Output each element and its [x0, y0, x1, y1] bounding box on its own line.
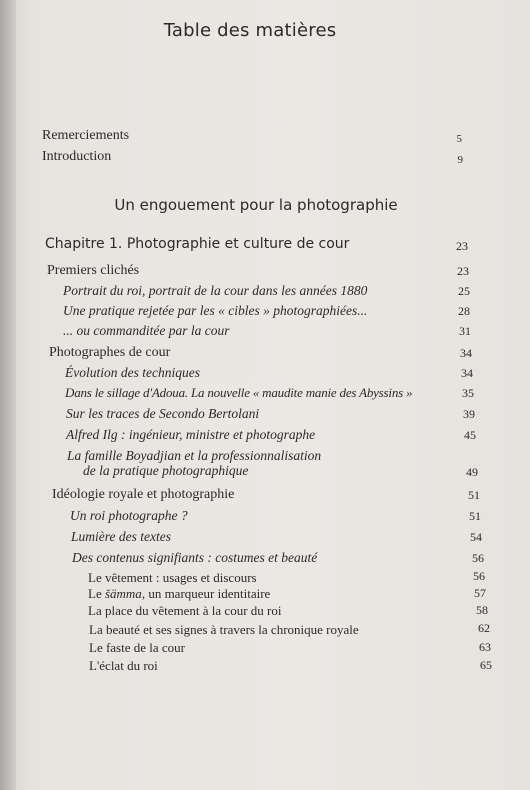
toc-item: Un roi photographe ? [70, 508, 188, 523]
toc-page-number: 49 [466, 465, 478, 479]
toc-page-number: 62 [478, 621, 490, 635]
toc-page-number: 34 [461, 366, 473, 380]
toc-page-number: 34 [460, 346, 472, 360]
page-gutter-shadow [0, 0, 16, 790]
toc-entry-remerciements: Remerciements [42, 128, 130, 143]
toc-page-number: 65 [480, 658, 492, 672]
toc-section-title: Premiers clichés [47, 263, 140, 278]
toc-item: Alfred Ilg : ingénieur, ministre et photographe [66, 427, 316, 442]
toc-item: Évolution des techniques [65, 365, 200, 380]
toc-entry-introduction: Introduction [42, 149, 112, 164]
toc-page-number: 54 [470, 530, 482, 544]
toc-subitem: La place du vêtement à la cour du roi [88, 603, 282, 618]
toc-item: Une pratique rejetée par les « cibles » photographiées... [63, 303, 368, 318]
toc-page-number: 23 [457, 264, 469, 278]
toc-section-title: Photographes de cour [49, 345, 171, 360]
toc-page-number: 23 [456, 239, 468, 253]
toc-page-number: 28 [458, 304, 470, 318]
toc-page-number: 56 [473, 569, 485, 583]
toc-item: Dans le sillage d'Adoua. La nouvelle « maudite manie des Abyssins » [65, 385, 413, 400]
toc-item-line1: La famille Boyadjian et la professionnalisation [67, 448, 322, 463]
part-title: Un engouement pour la photographie [114, 196, 398, 214]
toc-page-number: 51 [469, 509, 481, 523]
toc-page-number: 63 [479, 640, 491, 654]
toc-item: Des contenus signifiants : costumes et beauté [72, 550, 318, 565]
toc-subitem: La beauté et ses signes à travers la chronique royale [89, 622, 359, 637]
toc-page-number: 9 [457, 154, 463, 166]
toc-page-number: 45 [464, 428, 476, 442]
toc-chapter-title: Chapitre 1. Photographie et culture de cour [45, 236, 350, 252]
toc-item: ... ou commanditée par la cour [63, 323, 230, 338]
toc-page-number: 57 [474, 586, 486, 600]
toc-section-title: Idéologie royale et photographie [52, 487, 235, 502]
toc-page-number: 5 [456, 133, 462, 145]
toc-page-number: 35 [462, 386, 474, 400]
toc-subitem-term: šämma [104, 586, 142, 601]
toc-page-number: 51 [468, 488, 480, 502]
toc-item-line2: de la pratique photographique [83, 463, 249, 478]
toc-page-number: 25 [458, 284, 470, 298]
toc-subitem-text: , un marqueur identitaire [141, 586, 271, 601]
toc-subitem: L'éclat du roi [89, 658, 158, 673]
toc-page-number: 58 [476, 603, 488, 617]
toc-page-number: 56 [472, 551, 484, 565]
toc-subitem: Le faste de la cour [89, 640, 186, 655]
toc-page-number: 31 [459, 324, 471, 338]
toc-item: Portrait du roi, portrait de la cour dans les années 1880 [63, 283, 368, 298]
toc-item: Sur les traces de Secondo Bertolani [66, 406, 260, 421]
toc-item: Lumière des textes [71, 529, 171, 544]
page-title: Table des matières [163, 20, 337, 41]
toc-subitem [88, 586, 270, 602]
toc-page-number: 39 [463, 407, 475, 421]
toc-subitem: Le vêtement : usages et discours [88, 570, 257, 585]
toc-subitem-text: Le [88, 586, 105, 601]
